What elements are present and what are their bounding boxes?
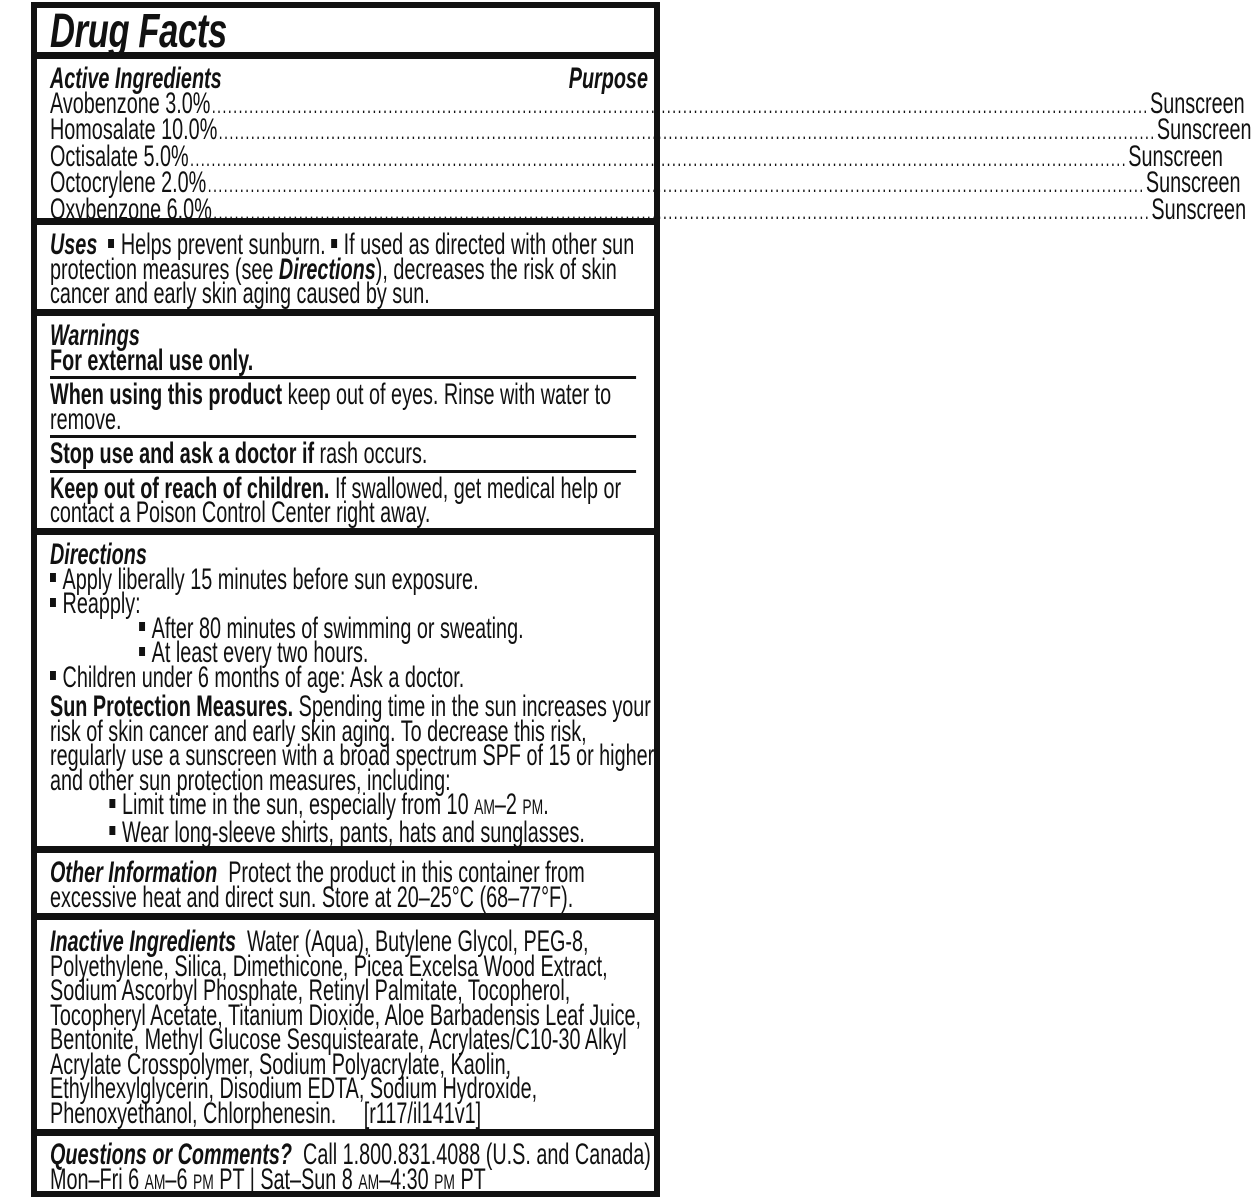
page-title: Drug Facts (50, 5, 227, 58)
inactive-line: Ethylhexylglycerin, Disodium EDTA, Sodium Hydroxide, (50, 1072, 538, 1105)
inactive-text: Phenoxyethanol, Chlorphenesin. (50, 1096, 337, 1130)
inactive-line (50, 1096, 644, 1130)
ingredient-name: Octisalate 5.0% (50, 139, 189, 173)
pm-label: PM (522, 796, 544, 819)
am-label: AM (358, 1170, 380, 1194)
dot-leader: ............................................................................................................................................................................... (189, 145, 1127, 171)
inactive-line: Tocopheryl Acetate, Titanium Dioxide, Aloe Barbadensis Leaf Juice, (50, 998, 642, 1032)
keep-out-text: If swallowed, get medical help or (329, 471, 622, 505)
hours-line (50, 1162, 644, 1196)
direction-item (50, 660, 644, 694)
measure-item (50, 815, 644, 849)
other-info-line-2: excessive heat and direct sun. Store at 20–25°C (68–77°F). (50, 880, 574, 914)
inactive-ingredients-heading: Inactive Ingredients (50, 925, 236, 958)
sun-protection-heading: Sun Protection Measures. (50, 690, 294, 723)
stop-use-label: Stop use and ask a doctor if (50, 437, 315, 470)
title-section (37, 5, 654, 59)
active-ingredient-row (50, 192, 1247, 226)
ingredient-name: Avobenzone 3.0% (50, 86, 211, 120)
warnings-section (37, 316, 654, 535)
bullet-icon (50, 671, 56, 680)
bullet-icon (331, 239, 337, 248)
am-label: AM (474, 796, 495, 819)
ingredient-purpose: Sunscreen (1156, 113, 1252, 146)
direction-text: Apply liberally 15 minutes before sun exposure. (62, 562, 479, 596)
bullet-icon (50, 598, 56, 607)
inactive-text: Water (Aqua), Butylene Glycol, PEG-8, (246, 925, 589, 958)
ingredient-purpose: Sunscreen (1151, 192, 1247, 226)
uses-item-2: If used as directed with other sun (343, 228, 635, 261)
hours-text: Mon–Fri 6 (50, 1162, 145, 1196)
inactive-line: Polyethylene, Silica, Dimethicone, Picea Excelsa Wood Extract, (50, 949, 608, 983)
other-information-section (37, 853, 654, 920)
uses-heading: Uses (50, 228, 98, 261)
inactive-line: Acrylate Crosspolymer, Sodium Polyacrylate, Kaolin, (50, 1047, 512, 1081)
bullet-icon (50, 573, 56, 582)
warnings-heading: Warnings (50, 319, 140, 352)
dot-leader: ............................................................................................................................................................................... (211, 92, 1149, 118)
dot-leader: ............................................................................................................................................................................... (218, 119, 1156, 144)
questions-heading: Questions or Comments? (50, 1138, 293, 1171)
stop-use-warning (50, 437, 644, 470)
hours-text: –4:30 (379, 1162, 435, 1196)
direction-text: At least every two hours. (151, 636, 369, 669)
uses-text: protection measures (see (50, 252, 279, 286)
other-information-heading: Other Information (50, 856, 218, 889)
questions-section (37, 1136, 654, 1196)
ingredient-name: Octocrylene 2.0% (50, 166, 207, 199)
uses-section (37, 225, 654, 316)
directions-reference: Directions (278, 252, 376, 286)
hours-text: PT | Sat–Sun 8 (213, 1162, 359, 1196)
directions-section (37, 535, 654, 853)
active-ingredients-heading: Active Ingredients (50, 62, 222, 95)
measure-text: Wear long-sleeve shirts, pants, hats and sunglasses. (121, 815, 585, 849)
active-ingredients-section (37, 59, 1252, 226)
when-using-warning (50, 378, 644, 411)
keep-out-warning-cont: contact a Poison Control Center right away. (50, 496, 431, 529)
uses-item-1: Helps prevent sunburn. (120, 228, 326, 261)
stop-use-text: rash occurs. (314, 437, 428, 470)
when-using-text: keep out of eyes. Rinse with water to (282, 378, 612, 411)
measure-text: . (543, 788, 549, 821)
bullet-icon (108, 239, 114, 248)
drug-facts-panel (31, 2, 1252, 1197)
purpose-heading: Purpose (568, 62, 648, 95)
uses-text: ), decreases the risk of skin (375, 252, 617, 286)
bullet-icon (109, 826, 115, 835)
hours-text: PT (454, 1162, 486, 1196)
hours-text: –6 (165, 1162, 193, 1196)
sun-protection-text: Spending time in the sun increases your (293, 690, 651, 723)
ingredient-purpose: Sunscreen (1145, 166, 1241, 199)
ingredient-name: Oxybenzone 6.0% (50, 192, 212, 226)
measure-text: Limit time in the sun, especially from 10 (121, 788, 475, 821)
sun-protection-line-3: regularly use a sunscreen with a broad spectrum SPF of 15 or higher (50, 739, 655, 772)
am-label: AM (144, 1170, 166, 1194)
directions-heading: Directions (50, 538, 147, 571)
ingredient-purpose: Sunscreen (1149, 86, 1245, 120)
pm-label: PM (434, 1170, 455, 1194)
when-using-label: When using this product (50, 378, 283, 411)
label-code: [r117/il141v1] (363, 1096, 482, 1130)
ingredient-name: Homosalate 10.0% (50, 113, 218, 146)
other-info-text: Protect the product in this container from (228, 856, 585, 889)
direction-text: Reapply: (62, 587, 141, 620)
sun-protection-line-4: and other sun protection measures, including: (50, 763, 451, 797)
bullet-icon (139, 622, 145, 631)
pm-label: PM (192, 1170, 214, 1194)
uses-line-3: cancer and early skin aging caused by sun. (50, 277, 430, 310)
inactive-line: Sodium Ascorbyl Phosphate, Retinyl Palmitate, Tocopherol, (50, 974, 571, 1007)
ingredient-purpose: Sunscreen (1128, 139, 1223, 173)
when-using-warning-cont: remove. (50, 402, 122, 436)
external-use-warning: For external use only. (50, 343, 254, 377)
inactive-line: Bentonite, Methyl Glucose Sesquistearate, Acrylates/C10-30 Alkyl (50, 1023, 627, 1056)
measure-text: –2 (494, 788, 523, 821)
direction-text: After 80 minutes of swimming or sweating. (151, 611, 524, 645)
phone-number: Call 1.800.831.4088 (U.S. and Canada) (303, 1138, 651, 1171)
bullet-icon (139, 647, 145, 656)
dot-leader: ............................................................................................................................................................................... (213, 198, 1151, 224)
dot-leader: ............................................................................................................................................................................... (207, 172, 1145, 197)
bullet-icon (109, 799, 115, 808)
keep-out-label: Keep out of reach of children. (50, 471, 330, 505)
direction-text: Children under 6 months of age: Ask a doctor. (62, 660, 465, 694)
inactive-ingredients-section (37, 920, 654, 1136)
sun-protection-line-2: risk of skin cancer and early skin aging. To decrease this risk, (50, 714, 587, 748)
